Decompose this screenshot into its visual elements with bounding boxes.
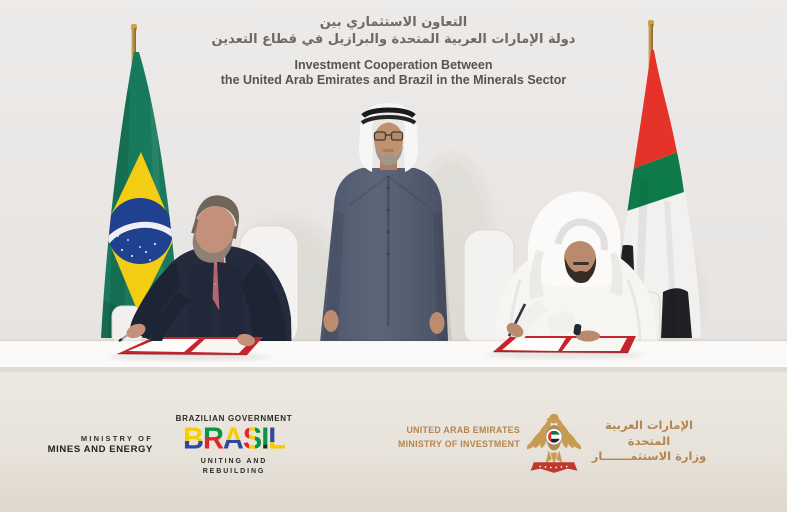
brasil-letter: L <box>268 422 285 456</box>
brazil-government-logo <box>169 413 299 477</box>
uae-ministry-ar-line1: الإمارات العربية المتحدة <box>605 418 693 448</box>
uae-ministry-logo-arabic <box>584 418 714 465</box>
brazil-ministry-line2: MINES AND ENERGY <box>47 444 153 455</box>
brazil-gov-bottom-text: UNITING AND REBUILDING <box>200 458 268 475</box>
brasil-wordmark <box>169 423 299 455</box>
brasil-letter: B <box>183 422 203 456</box>
signing-folder-right <box>485 336 645 359</box>
brazil-ministry-line1: MINISTRY OF <box>80 434 153 443</box>
uae-ministry-ar-line2: وزارة الاستثمـــــــار <box>591 449 707 463</box>
uae-ministry-en-line1: UNITED ARAB EMIRATES <box>406 425 520 435</box>
event-title-english <box>0 58 787 88</box>
event-title <box>0 14 787 88</box>
event-title-arabic-line1: التعاون الاستثماري بين <box>319 15 468 30</box>
brasil-letter: S <box>242 422 262 456</box>
uae-falcon-emblem-icon <box>527 408 581 476</box>
event-title-arabic-line2: دولة الإمارات العربية المتحدة والبرازيل في قطاع التعدين <box>211 32 576 47</box>
brazil-gov-top-text: BRAZILIAN GOVERNMENT <box>175 414 293 423</box>
brasil-letter: I <box>261 422 269 456</box>
event-title-english-line1: Investment Cooperation Between <box>294 58 493 72</box>
brasil-letter: A <box>222 422 243 456</box>
brasil-letter: R <box>202 422 223 456</box>
uae-ministry-logo-english <box>378 424 520 451</box>
uae-ministry-en-line2: MINISTRY OF INVESTMENT <box>398 438 520 449</box>
brazil-ministry-logo <box>40 433 153 456</box>
event-title-english-line2: the United Arab Emirates and Brazil in the Minerals Sector <box>220 73 567 87</box>
